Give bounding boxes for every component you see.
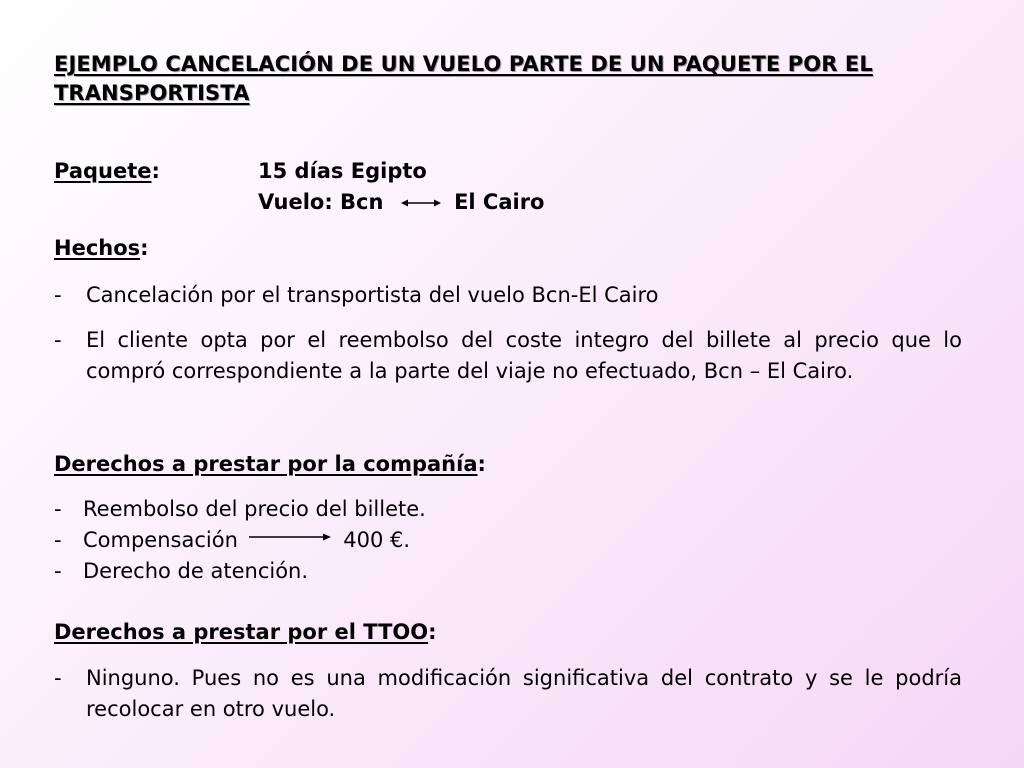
paquete-flight-destination: El Cairo [454,190,545,214]
hechos-colon: : [140,236,149,260]
paquete-flight-origin: Vuelo: Bcn [258,190,384,214]
paquete-line2 [258,187,544,218]
hechos-item-1: Cancelación por el transportista del vuelo Bcn-El Cairo [86,283,659,307]
compania-bullet-1: - [54,497,62,521]
double-arrow-icon [401,196,441,210]
derechos-compania-colon: : [477,452,486,476]
ttoo-item-1: Ninguno. Pues no es una modificación significativa del contrato y se le podría recolocar en otro vuelo. [86,666,962,721]
derechos-ttoo-heading [54,617,437,648]
paquete-line1: 15 días Egipto [258,159,427,183]
compania-bullet-3: - [54,559,62,583]
hechos-bullet-2: - [54,328,62,352]
hechos-heading [54,233,149,264]
arrow-right-icon [249,531,331,543]
derechos-compania-label: Derechos a prestar por la compañía [54,452,478,476]
paquete-heading [54,156,160,187]
derechos-ttoo-colon: : [428,620,437,644]
compania-item-2 [83,525,959,556]
compania-item-3: Derecho de atención. [83,559,309,583]
compensation-value: 400 €. [343,528,411,552]
derechos-ttoo-label: Derechos a prestar por el TTOO [54,620,429,644]
hechos-label: Hechos [54,236,141,260]
compania-bullet-2: - [54,528,62,552]
hechos-item-2: El cliente opta por el reembolso del coste integro del billete al precio que lo compró correspondiente a la parte del viaje no efectuado, Bcn – El Cairo. [86,328,962,383]
paquete-label: Paquete [54,159,152,183]
compania-item-1: Reembolso del precio del billete. [83,497,426,521]
paquete-colon: : [151,159,160,183]
ttoo-bullet-1: - [54,666,62,690]
slide-title: EJEMPLO CANCELACIÓN DE UN VUELO PARTE DE UN PAQUETE POR EL TRANSPORTISTA [54,52,873,105]
hechos-bullet-1: - [54,283,62,307]
derechos-compania-heading [54,449,486,480]
compensation-label: Compensación [83,528,238,552]
